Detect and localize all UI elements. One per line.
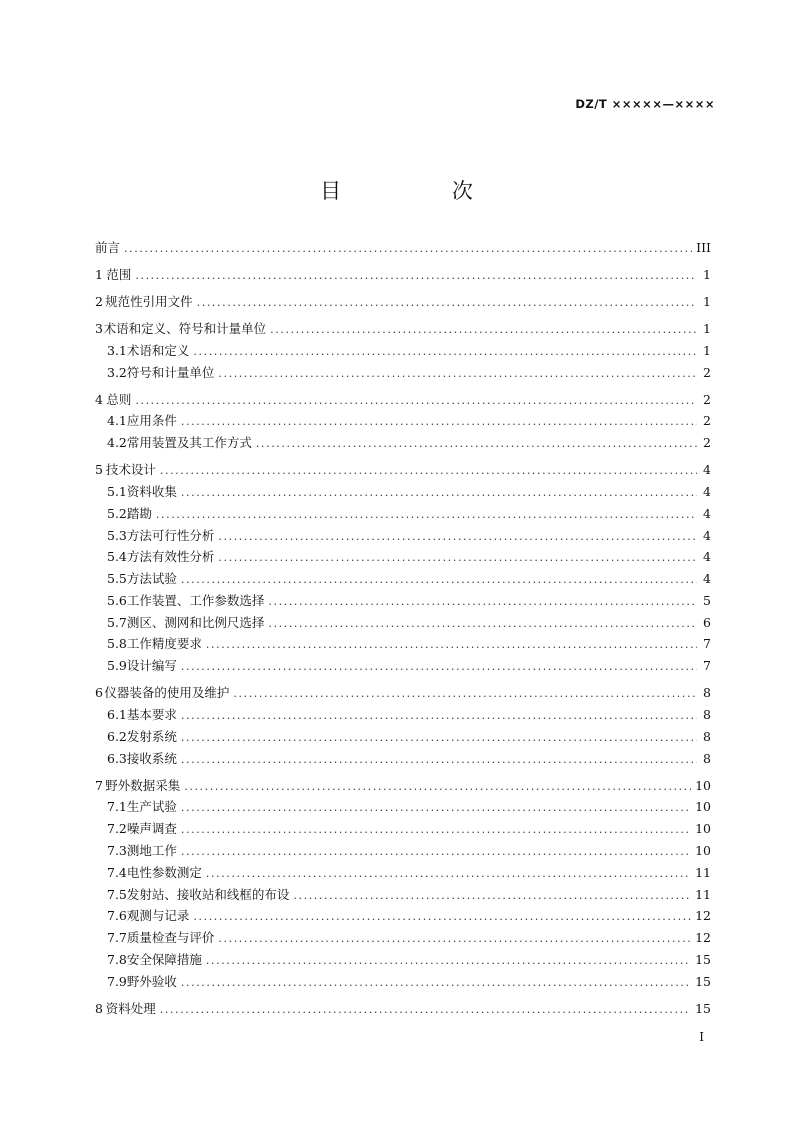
toc-entry-title: 发射站、接收站和线框的布设 — [126, 886, 290, 902]
toc-leader-dots — [193, 907, 691, 928]
toc-entry[interactable] — [95, 683, 711, 705]
toc-entry[interactable] — [95, 999, 711, 1021]
toc-leader-dots — [160, 1000, 691, 1021]
toc-entry-number: 6.2 — [107, 728, 127, 744]
toc-entry-number: 5.1 — [107, 483, 127, 499]
toc-entry-number: 8 — [95, 1000, 103, 1016]
toc-entry-title: 噪声调查 — [126, 821, 177, 837]
toc-entry[interactable] — [95, 613, 711, 635]
toc-entry-title: 观测与记录 — [126, 908, 190, 924]
toc-entry-page: 4 — [703, 462, 711, 478]
toc-entry-page: 15 — [695, 973, 711, 989]
toc-leader-dots — [181, 728, 697, 749]
toc-entry-page: 8 — [703, 685, 711, 701]
toc-entry-title: 发射系统 — [126, 728, 177, 744]
toc-leader-dots — [270, 320, 697, 341]
toc-leader-dots — [184, 777, 691, 798]
toc-entry-page: 4 — [703, 505, 711, 521]
toc-entry-number: 6.1 — [107, 707, 127, 723]
toc-entry-page: 1 — [703, 293, 711, 309]
toc-entry-number: 4.2 — [107, 435, 127, 451]
toc-entry-title: 仪器装备的使用及维护 — [104, 685, 230, 701]
toc-entry-page: 2 — [703, 435, 711, 451]
toc-entry[interactable] — [95, 265, 711, 287]
toc-entry-title: 质量检查与评价 — [126, 930, 215, 946]
toc-entry-page: 4 — [703, 483, 711, 499]
toc-entry-page: III — [696, 240, 711, 255]
toc-entry[interactable] — [95, 460, 711, 482]
toc-entry-page: 2 — [703, 364, 711, 380]
toc-leader-dots — [181, 973, 691, 994]
toc-entry-number: 4 — [95, 391, 103, 407]
toc-entry-number: 5.9 — [107, 658, 127, 674]
toc-leader-dots — [193, 342, 697, 363]
toc-entry-number: 7.7 — [107, 930, 127, 946]
toc-leader-dots — [181, 798, 691, 819]
toc-entry-page: 11 — [695, 886, 711, 902]
toc-entry[interactable] — [95, 776, 711, 798]
toc-entry-title: 规范性引用文件 — [105, 293, 193, 309]
toc-entry-page: 8 — [703, 728, 711, 744]
toc-entry[interactable] — [95, 504, 711, 526]
toc-leader-dots — [181, 657, 697, 678]
toc-entry-title: 设计编写 — [126, 658, 177, 674]
toc-leader-dots — [197, 293, 697, 314]
toc-entry-title: 测区、测网和比例尺选择 — [126, 614, 265, 630]
toc-entry-title: 基本要求 — [126, 707, 177, 723]
toc-entry-title: 资料收集 — [126, 483, 177, 499]
toc-leader-dots — [218, 548, 697, 569]
toc-entry-number: 2 — [95, 293, 103, 309]
toc-entry[interactable] — [95, 705, 711, 727]
toc-leader-dots — [181, 570, 697, 591]
toc-entry-number: 1 — [95, 266, 103, 282]
toc-entry-number: 5.4 — [107, 549, 127, 565]
toc-entry-page: 1 — [703, 342, 711, 358]
toc-entry-number: 6 — [95, 685, 103, 701]
toc-entry[interactable] — [95, 928, 711, 950]
toc-leader-dots — [135, 391, 697, 412]
toc-entry[interactable] — [95, 885, 711, 907]
toc-entry-number: 7.3 — [107, 843, 127, 859]
toc-entry[interactable] — [95, 526, 711, 548]
toc-entry-page: 2 — [703, 391, 711, 407]
toc-entry-number: 7.1 — [107, 799, 127, 815]
toc-entry-number: 3.1 — [107, 342, 127, 358]
toc-entry-title: 接收系统 — [126, 750, 177, 766]
toc-entry[interactable] — [95, 569, 711, 591]
toc-entry-title: 电性参数测定 — [126, 864, 202, 880]
toc-leader-dots — [256, 434, 697, 455]
toc-entry[interactable] — [95, 819, 711, 841]
toc-entry[interactable] — [95, 591, 711, 613]
toc-entry[interactable] — [95, 749, 711, 771]
toc-entry-number: 7.4 — [107, 864, 127, 880]
toc-entry-page: 12 — [695, 908, 711, 924]
toc-entry-page: 10 — [695, 843, 711, 859]
toc-entry-title: 野外数据采集 — [105, 777, 181, 793]
toc-entry[interactable] — [95, 727, 711, 749]
toc-entry-title: 技术设计 — [105, 462, 156, 478]
toc-entry-page: 10 — [695, 777, 711, 793]
toc-entry-number: 4.1 — [107, 413, 127, 429]
toc-leader-dots — [268, 592, 697, 613]
toc-entry-title: 方法有效性分析 — [126, 549, 215, 565]
toc-leader-dots — [206, 951, 691, 972]
toc-entry-number: 7.2 — [107, 821, 127, 837]
toc-entry[interactable] — [95, 906, 711, 928]
toc-entry[interactable] — [95, 656, 711, 678]
toc-entry-page: 4 — [703, 549, 711, 565]
toc-leader-dots — [181, 750, 697, 771]
toc-entry-number: 7 — [95, 777, 103, 793]
toc-leader-dots — [218, 929, 691, 950]
toc-leader-dots — [233, 684, 697, 705]
toc-entry-page: 11 — [695, 864, 711, 880]
toc-entry[interactable] — [95, 863, 711, 885]
toc-entry[interactable] — [95, 972, 711, 994]
toc-entry-page: 8 — [703, 750, 711, 766]
toc-entry-page: 7 — [703, 658, 711, 674]
toc-entry-page: 2 — [703, 413, 711, 429]
toc-entry[interactable] — [95, 797, 711, 819]
toc-entry-title: 应用条件 — [126, 413, 177, 429]
toc-entry[interactable] — [95, 238, 711, 260]
toc-entry-number: 7.5 — [107, 886, 127, 902]
toc-entry-title: 工作精度要求 — [126, 636, 202, 652]
toc-entry-page: 12 — [695, 930, 711, 946]
toc-entry-title: 工作装置、工作参数选择 — [126, 592, 265, 608]
toc-entry[interactable] — [95, 292, 711, 314]
toc-entry-page: 4 — [703, 571, 711, 587]
toc-entry-title: 资料处理 — [105, 1000, 156, 1016]
toc-entry[interactable] — [95, 634, 711, 656]
toc-entry-number: 6.3 — [107, 750, 127, 766]
toc-entry-number: 7.6 — [107, 908, 127, 924]
toc-entry[interactable] — [95, 390, 711, 412]
toc-leader-dots — [124, 239, 692, 260]
toc-entry-page: 4 — [703, 527, 711, 543]
toc-leader-dots — [181, 483, 697, 504]
toc-entry[interactable] — [95, 411, 711, 433]
toc-entry-title: 前言 — [95, 240, 121, 255]
toc-entry-page: 6 — [703, 614, 711, 630]
toc-entry-page: 15 — [695, 952, 711, 968]
toc-leader-dots — [293, 886, 691, 907]
toc-entry[interactable] — [95, 341, 711, 363]
toc-entry-title: 总则 — [106, 391, 132, 407]
toc-entry-title: 安全保障措施 — [126, 952, 202, 968]
toc-leader-dots — [218, 527, 697, 548]
document-code: DZ/T ×××××—×××× — [575, 97, 715, 111]
toc-entry-title: 方法可行性分析 — [126, 527, 215, 543]
toc-leader-dots — [181, 412, 697, 433]
toc-entry-number: 5.3 — [107, 527, 127, 543]
toc-entry-number: 7.9 — [107, 973, 127, 989]
toc-entry-title: 术语和定义 — [126, 342, 190, 358]
toc-entry-page: 15 — [695, 1000, 711, 1016]
toc-entry-title: 测地工作 — [126, 843, 177, 859]
toc-leader-dots — [135, 266, 697, 287]
toc-entry[interactable] — [95, 547, 711, 569]
toc-entry-number: 5.6 — [107, 592, 127, 608]
toc-leader-dots — [156, 505, 697, 526]
toc-entry[interactable] — [95, 433, 711, 455]
toc-leader-dots — [160, 461, 697, 482]
toc-entry-number: 5.8 — [107, 636, 127, 652]
toc-entry-number: 3 — [95, 320, 103, 336]
table-of-contents — [95, 238, 711, 1021]
toc-entry-page: 5 — [703, 592, 711, 608]
toc-entry-title: 术语和定义、符号和计量单位 — [103, 320, 267, 336]
toc-entry-title: 符号和计量单位 — [126, 364, 215, 380]
toc-entry-number: 5.7 — [107, 614, 127, 630]
toc-entry-page: 1 — [703, 266, 711, 282]
toc-entry-page: 10 — [695, 799, 711, 815]
toc-leader-dots — [206, 635, 697, 656]
toc-leader-dots — [206, 864, 691, 885]
toc-entry-page: 8 — [703, 707, 711, 723]
toc-entry-number: 5.2 — [107, 505, 127, 521]
toc-entry[interactable] — [95, 841, 711, 863]
toc-entry-number: 5.5 — [107, 571, 127, 587]
toc-entry-title: 常用装置及其工作方式 — [126, 435, 252, 451]
toc-entry-page: 7 — [703, 636, 711, 652]
toc-entry-page: 10 — [695, 821, 711, 837]
toc-entry-title: 踏勘 — [126, 505, 152, 521]
toc-entry-number: 7.8 — [107, 952, 127, 968]
toc-entry[interactable] — [95, 482, 711, 504]
toc-leader-dots — [268, 614, 697, 635]
toc-entry[interactable] — [95, 319, 711, 341]
toc-entry-title: 生产试验 — [126, 799, 177, 815]
toc-entry-title: 范围 — [106, 266, 132, 282]
toc-entry-title: 野外验收 — [126, 973, 177, 989]
page-title: 目 次 — [320, 179, 525, 203]
toc-entry-page: 1 — [703, 320, 711, 336]
toc-entry-number: 3.2 — [107, 364, 127, 380]
page-number: I — [699, 1030, 704, 1044]
toc-leader-dots — [181, 820, 691, 841]
toc-entry-number: 5 — [95, 462, 103, 478]
toc-entry-title: 方法试验 — [126, 571, 177, 587]
toc-entry[interactable] — [95, 363, 711, 385]
toc-leader-dots — [218, 364, 697, 385]
toc-leader-dots — [181, 706, 697, 727]
toc-leader-dots — [181, 842, 691, 863]
toc-entry[interactable] — [95, 950, 711, 972]
